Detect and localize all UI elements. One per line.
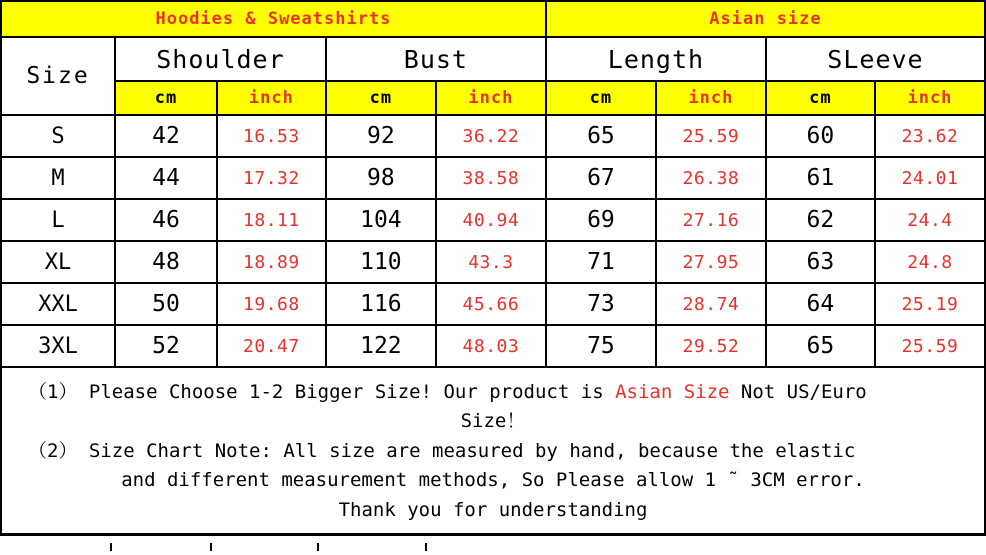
cell-bust-inch: 45.66: [436, 283, 546, 325]
cell-length-inch: 27.16: [656, 199, 766, 241]
note-line-1: [14, 378, 972, 407]
unit-bust-cm: cm: [326, 81, 436, 115]
header-group-shoulder: Shoulder: [115, 37, 326, 81]
banner-row: [1, 1, 985, 37]
notes-block: [0, 368, 986, 535]
cell-length-inch: 27.95: [656, 241, 766, 283]
bottom-cell: [112, 543, 212, 551]
header-group-bust: Bust: [326, 37, 546, 81]
cell-length-inch: 26.38: [656, 157, 766, 199]
cell-length-cm: 75: [546, 325, 656, 367]
table-row: [1, 241, 985, 283]
unit-length-inch: inch: [656, 81, 766, 115]
cell-bust-cm: 116: [326, 283, 436, 325]
cell-sleeve-cm: 65: [766, 325, 875, 367]
cell-length-cm: 65: [546, 115, 656, 157]
cell-length-inch: 25.59: [656, 115, 766, 157]
bottom-cell: [0, 543, 112, 551]
cell-sleeve-inch: 24.4: [875, 199, 985, 241]
note-1-suffix: Not US/Euro: [729, 381, 867, 403]
cell-size: XXL: [1, 283, 115, 325]
cell-length-cm: 73: [546, 283, 656, 325]
cell-bust-inch: 48.03: [436, 325, 546, 367]
unit-header-row: [1, 81, 985, 115]
cell-sleeve-inch: 25.19: [875, 283, 985, 325]
cell-length-inch: 29.52: [656, 325, 766, 367]
cell-bust-inch: 43.3: [436, 241, 546, 283]
cell-shoulder-inch: 18.11: [217, 199, 326, 241]
cell-shoulder-cm: 44: [115, 157, 217, 199]
cell-sleeve-inch: 24.01: [875, 157, 985, 199]
cell-size: M: [1, 157, 115, 199]
cell-bust-cm: 98: [326, 157, 436, 199]
group-header-row: [1, 37, 985, 81]
table-row: [1, 283, 985, 325]
cell-shoulder-inch: 17.32: [217, 157, 326, 199]
cell-shoulder-cm: 42: [115, 115, 217, 157]
header-size: Size: [1, 37, 115, 115]
cell-size: S: [1, 115, 115, 157]
unit-shoulder-inch: inch: [217, 81, 326, 115]
unit-sleeve-cm: cm: [766, 81, 875, 115]
unit-bust-inch: inch: [436, 81, 546, 115]
cell-shoulder-cm: 50: [115, 283, 217, 325]
cell-bust-cm: 122: [326, 325, 436, 367]
note-line-2b: and different measurement methods, So Please allow 1 ˜ 3CM error.: [121, 469, 865, 492]
cell-sleeve-inch: 25.59: [875, 325, 985, 367]
cell-sleeve-inch: 23.62: [875, 115, 985, 157]
cell-bust-cm: 104: [326, 199, 436, 241]
header-group-sleeve: SLeeve: [766, 37, 985, 81]
cell-sleeve-cm: 62: [766, 199, 875, 241]
note-1-highlight: Asian Size: [615, 381, 730, 403]
cell-length-inch: 28.74: [656, 283, 766, 325]
note-line-2a: （2） Size Chart Note: All size are measured by hand, because the elastic: [28, 439, 856, 462]
bottom-edge-strip: [0, 534, 986, 544]
cell-shoulder-inch: 20.47: [217, 325, 326, 367]
note-line-3: Thank you for understanding: [338, 498, 648, 521]
cell-sleeve-cm: 61: [766, 157, 875, 199]
banner-right-cell: [546, 1, 985, 37]
cell-sleeve-cm: 63: [766, 241, 875, 283]
cell-size: XL: [1, 241, 115, 283]
cell-shoulder-cm: 52: [115, 325, 217, 367]
note-line-1-wrap: Size！: [460, 410, 526, 433]
cell-shoulder-cm: 48: [115, 241, 217, 283]
unit-sleeve-inch: inch: [875, 81, 985, 115]
cell-length-cm: 71: [546, 241, 656, 283]
banner-right-title: Asian size: [709, 9, 822, 29]
unit-length-cm: cm: [546, 81, 656, 115]
banner-left-title: Hoodies & Sweatshirts: [155, 9, 392, 29]
cell-sleeve-inch: 24.8: [875, 241, 985, 283]
bottom-cell: [212, 543, 319, 551]
cell-sleeve-cm: 60: [766, 115, 875, 157]
cell-shoulder-inch: 18.89: [217, 241, 326, 283]
note-1-prefix: （1） Please Choose 1-2 Bigger Size! Our product is: [28, 381, 616, 403]
unit-shoulder-cm: cm: [115, 81, 217, 115]
bottom-cell: [319, 543, 427, 551]
cell-sleeve-cm: 64: [766, 283, 875, 325]
header-group-length: Length: [546, 37, 766, 81]
cell-shoulder-inch: 16.53: [217, 115, 326, 157]
cell-length-cm: 67: [546, 157, 656, 199]
cell-length-cm: 69: [546, 199, 656, 241]
table-row: [1, 199, 985, 241]
table-row: [1, 157, 985, 199]
cell-shoulder-inch: 19.68: [217, 283, 326, 325]
table-row: [1, 325, 985, 367]
cell-bust-inch: 40.94: [436, 199, 546, 241]
table-row: [1, 115, 985, 157]
cell-size: 3XL: [1, 325, 115, 367]
cell-shoulder-cm: 46: [115, 199, 217, 241]
cell-bust-cm: 92: [326, 115, 436, 157]
cell-bust-inch: 38.58: [436, 157, 546, 199]
cell-bust-cm: 110: [326, 241, 436, 283]
cell-size: L: [1, 199, 115, 241]
banner-left-cell: [1, 1, 546, 37]
cell-bust-inch: 36.22: [436, 115, 546, 157]
